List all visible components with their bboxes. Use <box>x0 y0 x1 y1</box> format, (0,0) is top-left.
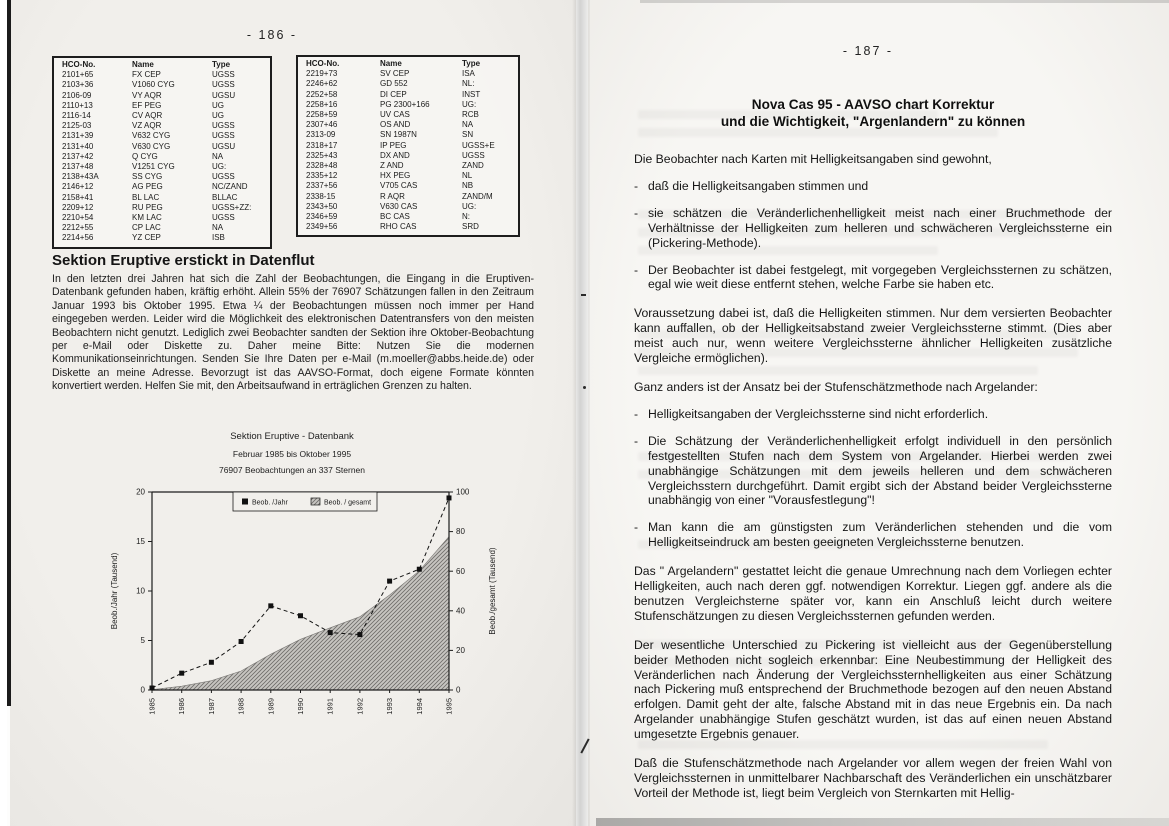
page-187 <box>588 0 1169 826</box>
page-number-right: - 187 - <box>842 44 894 58</box>
table-cell: UGSS <box>212 121 235 131</box>
table-cell: UGSU <box>212 90 236 100</box>
svg-text:20: 20 <box>136 487 145 497</box>
article-body: In den letzten drei Jahren hat sich die Zahl der Beobachtungen, die Eingang in die Eruptiven-Datenbank gefunden haben, kräftig erhöht. Allein 55% der 76907 Schätzungen fallen in den Zeitraum Januar 1993 bis Oktober 1995. Etwa ¼ der Beobachtungen müssen noch immer per Hand eingegeben werden. Leider wird die Möglichkeit des elektronischen Datentransfers von den meisten Beobachtern nicht genutzt. Lediglich zwei Beobachter sandten der Sektion ihre Oktober-Beobachtung per e-Mail oder Diskette zu. Daher meine Bitte: Nutzen Sie die modernen Kommunikationseinrichtungen. Senden Sie Ihre Daten per e-Mail (m.moeller@abbs.heide.de) oder Diskette an meine Adresse. Bevorzugt ist das AAVSO-Format, doch eigene Formate könnten konvertiert werden. Helfen Sie mit, den Arbeitsaufwand in erträglichen Grenzen zu halten. <box>52 273 534 393</box>
table-cell: 2158+41 <box>62 192 94 202</box>
table-cell: NC/ZAND <box>212 182 248 192</box>
observations-chart <box>105 482 505 748</box>
table-cell: V630 CYG <box>132 141 171 151</box>
table-cell: INST <box>462 89 481 99</box>
legend-swatch-gesamt <box>311 498 320 505</box>
bullet-item <box>634 407 1112 422</box>
table-cell: SN 1987N <box>380 130 417 140</box>
table-row <box>306 181 518 191</box>
data-point-marker <box>447 495 452 500</box>
table-row <box>62 70 270 80</box>
table-cell: 2307+46 <box>306 120 338 130</box>
table-cell: UGSS <box>212 80 235 90</box>
table-cell: R AQR <box>380 191 405 201</box>
table-cell: 2335+12 <box>306 171 338 181</box>
table-cell: 2338-15 <box>306 191 336 201</box>
table-cell: 2137+48 <box>62 162 94 172</box>
table-cell: NB <box>462 181 474 191</box>
paragraph: Das " Argelandern" gestattet leicht die genaue Umrechnung nach dem Vorliegen echter Helligkeiten, auch nach deren ggf. notwendigen Korrektur. Liegen ggf. andere als die benutzen Vergleichsterne später vor, kann ein Anschluß leicht durch weitere Stufenschätzungen zu diesen Vergleichssternen gefunden werden. <box>634 564 1112 623</box>
bullet-dash: - <box>634 433 639 448</box>
legend-label-jahr: Beob. /Jahr <box>252 499 288 507</box>
table-cell: UGSS <box>462 150 485 160</box>
bullet-dash: - <box>634 205 639 220</box>
nova-cas-article <box>634 96 1112 801</box>
table-row <box>62 172 270 182</box>
bullet-dash: - <box>634 520 639 535</box>
article-title-line1: Nova Cas 95 - AAVSO chart Korrektur <box>751 97 995 112</box>
paragraph-voraussetzung: Voraussetzung dabei ist, daß die Helligkeiten stimmen. Nur dem versierten Beobachter kann auffallen, ob der Helligkeitsabstand zweier Vergleichssterne stimmt. (Dies aber meist auch nur, wenn weitere Vergleichssterne ähnlicher Helligkeiten zusätzliche Vergleiche ermöglichen). <box>634 306 1112 366</box>
table-cell: ZAND <box>462 161 484 171</box>
table-cell: ISA <box>462 69 475 79</box>
table-cell: RU PEG <box>132 202 163 212</box>
table-cell: 2101+65 <box>62 70 94 80</box>
article-title <box>634 96 1112 130</box>
data-point-marker <box>328 630 333 635</box>
table-cell: 2252+58 <box>306 89 338 99</box>
article-heading: Sektion Eruptive erstickt in Datenflut <box>52 252 315 269</box>
table-row <box>306 110 518 120</box>
x-axis-year-label: 1990 <box>296 698 305 715</box>
scan-edge-black-line <box>7 0 11 706</box>
table-row <box>306 90 518 100</box>
bullet-item <box>634 206 1112 251</box>
table-cell: CP LAC <box>132 223 161 233</box>
table-cell: NA <box>212 223 224 233</box>
bullet-item <box>634 179 1112 194</box>
svg-text:100: 100 <box>456 487 470 497</box>
table-cell: 2110+13 <box>62 100 93 110</box>
table-cell: 2212+55 <box>62 223 94 233</box>
table-cell: SRD <box>462 222 479 232</box>
table-cell: SN <box>462 130 474 140</box>
table-cell: 2209+12 <box>62 202 94 212</box>
table-row <box>306 69 518 79</box>
table-cell: 2219+73 <box>306 69 338 79</box>
table-cell: UGSS <box>212 213 235 223</box>
legend-swatch-jahr <box>242 499 248 505</box>
table-row <box>62 121 270 131</box>
chart-subtitle: Februar 1985 bis Oktober 1995 <box>232 449 352 459</box>
svg-text:80: 80 <box>456 527 465 537</box>
table-cell: BLLAC <box>212 192 238 202</box>
table-row <box>62 182 270 192</box>
table-row <box>306 130 518 140</box>
table-header-row <box>62 60 270 70</box>
table-row <box>62 101 270 111</box>
table-cell: 2318+17 <box>306 140 338 150</box>
page-seam-shadow <box>572 0 590 826</box>
table-row <box>62 111 270 121</box>
closing-paragraphs <box>634 564 1112 801</box>
table-cell: UG <box>212 111 224 121</box>
table-row <box>306 161 518 171</box>
table-cell: RCB <box>462 110 479 120</box>
svg-text:60: 60 <box>456 566 465 576</box>
intro-line: Die Beobachter nach Karten mit Helligkeitsangaben sind gewohnt, <box>634 152 992 166</box>
table-cell: 2131+39 <box>62 131 94 141</box>
data-point-marker <box>209 660 214 665</box>
table-cell: V705 CAS <box>380 181 418 191</box>
table-row <box>306 151 518 161</box>
table-cell: ZAND/M <box>462 191 493 201</box>
table-cell: 2138+43A <box>62 172 99 182</box>
chart-title: Sektion Eruptive - Datenbank <box>230 431 354 442</box>
table-cell: BL LAC <box>132 192 160 202</box>
y-axis-label-right: Beob./gesamt (Tausend) <box>488 547 497 635</box>
chart-subtitle-2: 76907 Beobachtungen an 337 Sternen <box>218 465 366 475</box>
star-table-right <box>296 55 520 237</box>
bullet-dash: - <box>634 262 639 277</box>
table-cell: 2106-09 <box>62 90 92 100</box>
bullet-list-pickering <box>634 179 1112 292</box>
table-cell: 2116-14 <box>62 111 91 121</box>
table-cell: DI CEP <box>380 89 407 99</box>
bullet-dash: - <box>634 406 639 421</box>
legend-label-gesamt: Beob. / gesamt <box>324 499 372 507</box>
table-cell: PG 2300+166 <box>380 99 430 109</box>
data-point-marker <box>387 579 392 584</box>
star-table-left <box>52 56 272 249</box>
table-cell: 2125-03 <box>62 121 92 131</box>
table-cell: 2146+12 <box>62 182 94 192</box>
data-point-marker <box>268 603 273 608</box>
bullet-item <box>634 263 1112 293</box>
table-cell: 2103+36 <box>62 80 94 90</box>
table-cell: UGSS <box>212 172 235 182</box>
table-row <box>62 80 270 90</box>
svg-text:5: 5 <box>140 636 145 646</box>
paragraph: Daß die Stufenschätzmethode nach Argelander vor allem wegen der freien Wahl von Vergleichssternen in unmittelbarer Nachbarschaft des Veränderlichen ein unschätzbarer Vorteil der Methode ist, liegt beim Vergleich von Sternkarten mit Hellig- <box>634 756 1112 800</box>
table-cell: OS AND <box>380 120 411 130</box>
table-cell: 2210+54 <box>62 213 94 223</box>
table-cell: SS CYG <box>132 172 163 182</box>
table-row <box>306 100 518 110</box>
x-axis-year-label: 1994 <box>414 698 424 715</box>
table-cell: Type <box>462 59 481 68</box>
table-cell: V1251 CYG <box>132 162 175 172</box>
y-axis-label-left: Beob./Jahr (Tausend) <box>110 552 119 630</box>
bullet-text: daß die Helligkeitsangaben stimmen und <box>648 178 869 193</box>
table-cell: UGSS+E <box>462 140 495 150</box>
svg-text:20: 20 <box>456 646 465 655</box>
table-cell: 2343+50 <box>306 201 338 211</box>
table-cell: UG <box>212 100 224 110</box>
x-axis-year-label: 1987 <box>206 698 216 715</box>
table-row <box>62 162 270 172</box>
table-cell: UGSU <box>212 141 236 151</box>
table-cell: 2349+56 <box>306 222 338 232</box>
table-cell: 2137+42 <box>62 151 94 161</box>
x-axis-year-label: 1995 <box>444 698 454 715</box>
table-cell: 2346+59 <box>306 212 338 222</box>
table-cell: UGSS+ZZ: <box>212 202 252 212</box>
bullet-text: sie schätzen die Veränderlichenhelligkeit meist nach einer Bruchmethode der Verhältnisse der Helligkeiten zum helleren und schwächeren Vergleichssterne ein (Pickering-Methode). <box>648 205 1112 250</box>
table-cell: UV CAS <box>380 110 410 120</box>
table-row <box>62 223 270 233</box>
table-cell: V1060 CYG <box>132 80 175 90</box>
table-cell: 2328+48 <box>306 161 338 171</box>
table-cell: UG: <box>462 201 477 211</box>
bullet-text: Helligkeitsangaben der Vergleichssterne sind nicht erforderlich. <box>648 406 989 421</box>
table-cell: HCO-No. <box>306 59 340 68</box>
table-cell: EF PEG <box>132 100 162 110</box>
article-title-line2: und die Wichtigkeit, "Argenlandern" zu können <box>720 114 1026 129</box>
table-cell: N: <box>462 212 470 222</box>
table-cell: 2325+43 <box>306 150 338 160</box>
svg-text:10: 10 <box>136 586 145 596</box>
table-cell: 2313-09 <box>306 130 336 140</box>
data-point-marker <box>357 632 362 637</box>
table-cell: 2258+59 <box>306 110 338 120</box>
table-row <box>62 203 270 213</box>
table-cell: Name <box>132 60 154 69</box>
data-point-marker <box>298 613 303 618</box>
x-axis-year-label: 1989 <box>266 698 276 715</box>
table-cell: Z AND <box>380 161 404 171</box>
table-cell: NL <box>462 171 473 181</box>
table-cell: CV AQR <box>132 111 163 121</box>
table-cell: 2337+56 <box>306 181 338 191</box>
table-cell: VY AQR <box>132 90 162 100</box>
table-row <box>306 79 518 89</box>
table-cell: Type <box>212 60 231 69</box>
table-cell: Q CYG <box>132 151 158 161</box>
table-row <box>306 222 518 232</box>
table-row <box>62 131 270 141</box>
table-row <box>306 120 518 130</box>
table-cell: FX CEP <box>132 70 161 80</box>
bullet-list-argelander <box>634 407 1112 550</box>
x-axis-year-label: 1985 <box>147 698 157 715</box>
table-row <box>306 192 518 202</box>
table-row <box>62 152 270 162</box>
paragraph: Der wesentliche Unterschied zu Pickering ist vielleicht aus der Gegenüberstellung beider Methoden nicht sogleich erkennbar: Eine Neubestimmung der Helligkeit des Veränderlichen nach Änderung der Vergleichssternhelligkeiten aus einer Schätzung nach Pickering muß entsprechend der Bruchmethode bezogen auf den neuen Abstand erfolgen. Damit geht der alte, falsche Abstand mit in das neue Ergebnis ein. Da nach Argelander unabhängige Stufen geschätzt wurden, ist das auf einen neuen Abstand umgesetzte Ergebnis genauer. <box>634 637 1112 742</box>
x-axis-year-label: 1991 <box>325 698 335 715</box>
table-cell: DX AND <box>380 150 410 160</box>
table-cell: NL: <box>462 79 475 89</box>
bullet-text: Man kann die am günstigsten zum Veränderlichen stehenden und die vom Helligkeitseindruck am besten geeigneten Vergleichssterne benutzen. <box>648 520 1112 550</box>
svg-text:15: 15 <box>136 537 145 547</box>
table-cell: BC CAS <box>380 212 410 222</box>
table-cell: UG: <box>462 99 477 109</box>
lead-argelander: Ganz anders ist der Ansatz bei der Stufenschätzmethode nach Argelander: <box>634 379 1038 394</box>
table-cell: KM LAC <box>132 213 162 223</box>
table-cell: V630 CAS <box>380 201 418 211</box>
table-cell: VZ AQR <box>132 121 162 131</box>
table-cell: 2246+62 <box>306 79 338 89</box>
scan-speck <box>581 294 586 296</box>
table-cell: SV CEP <box>380 69 410 79</box>
scan-edge-white <box>0 0 7 826</box>
data-point-marker <box>150 686 155 691</box>
table-row <box>62 213 270 223</box>
bullet-item <box>634 520 1112 550</box>
svg-text:0: 0 <box>140 685 145 695</box>
table-cell: HCO-No. <box>62 60 96 69</box>
bullet-text: Die Schätzung der Veränderlichenhelligkeit erfolgt individuell in den persönlich festgestellten Stufen nach dem System von Argelander. Hierbei werden zwei unabhängige Schätzungen mit dem jeweils helleren und dem schwächeren Vergleichsstern durchgeführt. Damit ergibt sich der Abstand beider Vergleichssterne unabhängig von einer "Vorausfestlegung"! <box>648 433 1112 508</box>
table-row <box>62 142 270 152</box>
table-cell: V632 CYG <box>132 131 171 141</box>
table-cell: GD 552 <box>380 79 408 89</box>
table-row <box>306 141 518 151</box>
table-cell: 2131+40 <box>62 141 94 151</box>
table-cell: UG: <box>212 162 227 172</box>
table-cell: Name <box>380 59 402 68</box>
x-axis-year-label: 1993 <box>385 698 395 715</box>
table-cell: IP PEG <box>380 140 407 150</box>
svg-text:0: 0 <box>456 685 461 695</box>
table-cell: 2258+16 <box>306 99 338 109</box>
data-point-marker <box>239 639 244 644</box>
x-axis-year-label: 1992 <box>355 698 365 715</box>
x-axis-year-label: 1988 <box>236 698 246 715</box>
table-cell: ISB <box>212 233 225 243</box>
table-cell: 2214+56 <box>62 233 94 243</box>
scan-speck <box>583 386 586 389</box>
table-row <box>306 212 518 222</box>
data-point-marker <box>417 567 422 572</box>
bullet-text: Der Beobachter ist dabei festgelegt, mit vorgegeben Vergleichssternen zu schätzen, egal wie weit diese entfernt stehen, welche Farbe sie haben etc. <box>648 262 1112 292</box>
scan-edge-top <box>640 0 1169 3</box>
data-point-marker <box>179 671 184 676</box>
table-cell: UGSS <box>212 131 235 141</box>
table-row <box>306 202 518 212</box>
table-row <box>62 233 270 243</box>
table-cell: UGSS <box>212 70 235 80</box>
table-cell: NA <box>462 120 474 130</box>
scan-edge-bottom <box>596 818 1169 826</box>
table-row <box>62 193 270 203</box>
page-number-left: - 186 - <box>246 28 298 42</box>
bullet-dash: - <box>634 178 639 193</box>
table-cell: NA <box>212 151 224 161</box>
table-cell: HX PEG <box>380 171 411 181</box>
page-186 <box>10 0 576 826</box>
table-header-row <box>306 59 518 69</box>
table-row <box>62 91 270 101</box>
table-row <box>306 171 518 181</box>
table-cell: AG PEG <box>132 182 163 192</box>
x-axis-year-label: 1986 <box>177 698 187 715</box>
table-cell: RHO CAS <box>380 222 417 232</box>
bullet-item <box>634 434 1112 509</box>
svg-text:40: 40 <box>456 606 465 616</box>
table-cell: YZ CEP <box>132 233 161 243</box>
